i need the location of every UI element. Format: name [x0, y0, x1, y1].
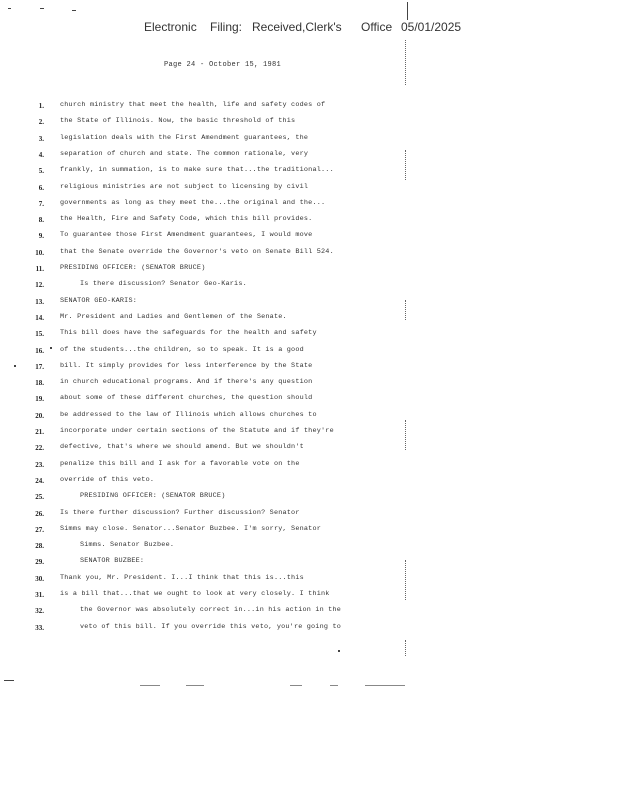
scan-dotted-line — [405, 560, 406, 600]
scan-dotted-line — [405, 150, 406, 180]
line-number: 33. — [35, 623, 44, 632]
transcript-line: the Health, Fire and Safety Code, which this bill provides. — [60, 215, 313, 224]
scan-speck — [40, 8, 44, 9]
transcript-line: SENATOR BUZBEE: — [80, 557, 145, 566]
transcript-line: incorporate under certain sections of the Statute and if they're — [60, 427, 334, 435]
line-number: 10. — [35, 248, 44, 257]
scan-speck — [330, 685, 338, 686]
transcript-line: be addressed to the law of Illinois which allows churches to — [60, 410, 317, 419]
scan-dotted-line — [405, 420, 406, 450]
transcript-line: the State of Illinois. Now, the basic threshold of this — [60, 117, 296, 126]
transcript-line: SENATOR GEO-KARIS: — [60, 296, 138, 305]
stamp-office: Office — [361, 20, 393, 34]
transcript-line: separation of church and state. The common rationale, very — [60, 149, 309, 158]
scan-speck — [4, 680, 14, 681]
scan-speck — [72, 10, 76, 11]
transcript-line: Mr. President and Ladies and Gentlemen of the Senate. — [60, 312, 287, 321]
line-number: 25. — [35, 493, 44, 502]
scan-dotted-line — [405, 640, 406, 656]
transcript-line: in church educational programs. And if there's any question — [60, 378, 313, 387]
line-number: 8. — [38, 216, 44, 225]
line-number: 24. — [35, 476, 44, 485]
transcript-line: religious ministries are not subject to licensing by civil — [60, 182, 309, 191]
line-number: 28. — [35, 542, 44, 551]
line-number: 20. — [35, 411, 44, 420]
line-number: 17. — [35, 362, 44, 371]
line-number: 22. — [35, 444, 44, 453]
scan-speck — [140, 685, 160, 686]
transcript-line: the Governor was absolutely correct in...in his action in the — [80, 606, 342, 615]
transcript-line: legislation deals with the First Amendment guarantees, the — [60, 133, 309, 142]
scan-speck — [290, 685, 302, 686]
transcript-line: Simms may close. Senator...Senator Buzbee. I'm sorry, Senator — [60, 524, 322, 533]
line-number: 6. — [38, 183, 44, 192]
line-number: 23. — [35, 460, 44, 469]
transcript-line: church ministry that meet the health, life and safety codes of — [60, 101, 326, 109]
scan-speck — [14, 365, 16, 367]
transcript-line: is a bill that...that we ought to look at very closely. I think — [60, 590, 330, 598]
scan-speck — [186, 685, 204, 686]
line-number: 14. — [35, 313, 44, 322]
line-number: 16. — [35, 346, 44, 355]
line-number: 26. — [35, 509, 44, 518]
line-number: 11. — [35, 265, 44, 273]
line-number: 3. — [38, 134, 44, 143]
line-number: 12. — [35, 281, 44, 290]
scan-dotted-line — [405, 300, 406, 320]
transcript-line: override of this veto. — [60, 475, 155, 484]
transcript-line: penalize this bill and I ask for a favorable vote on the — [60, 459, 300, 468]
line-number: 19. — [35, 395, 44, 404]
scan-speck — [8, 8, 11, 9]
transcript-line: PRESIDING OFFICER: (SENATOR BRUCE) — [80, 492, 226, 501]
stamp-received: Received,Clerk's — [252, 20, 342, 34]
transcript-line: Thank you, Mr. President. I...I think that this is...this — [60, 573, 304, 582]
line-number: 4. — [38, 150, 44, 159]
line-number: 18. — [35, 379, 44, 388]
transcript-line: defective, that's where we should amend. But we shouldn't — [60, 443, 304, 452]
page-header: Page 24 - October 15, 1981 — [164, 61, 282, 69]
transcript-line: PRESIDING OFFICER: (SENATOR BRUCE) — [60, 264, 206, 272]
line-number: 31. — [35, 591, 44, 599]
transcript-line: Is there discussion? Senator Geo-Karis. — [80, 280, 247, 289]
transcript-line: frankly, in summation, is to make sure that...the traditional... — [60, 166, 334, 175]
stamp-filing: Filing: — [210, 20, 243, 34]
scan-speck — [338, 650, 340, 652]
line-number: 29. — [35, 558, 44, 567]
stamp-electronic: Electronic — [144, 20, 197, 34]
transcript-line: governments as long as they meet the...the original and the... — [60, 198, 326, 207]
scan-dotted-line — [405, 40, 406, 85]
transcript-line: about some of these different churches, the question should — [60, 394, 313, 403]
line-number: 2. — [38, 118, 44, 127]
transcript-line: bill. It simply provides for less interference by the State — [60, 361, 313, 370]
line-number: 7. — [38, 199, 44, 208]
line-number: 30. — [35, 574, 44, 583]
transcript-line: Is there further discussion? Further discussion? Senator — [60, 508, 300, 517]
line-number: 1. — [38, 102, 44, 110]
line-number: 27. — [35, 525, 44, 534]
transcript-line: of the students...the children, so to speak. It is a good — [60, 345, 304, 354]
line-number: 9. — [38, 232, 44, 241]
transcript-line: Simms. Senator Buzbee. — [80, 541, 175, 550]
scan-speck — [50, 347, 52, 349]
transcript-line: To guarantee those First Amendment guarantees, I would move — [60, 231, 313, 240]
line-number: 15. — [35, 330, 44, 339]
transcript-line: that the Senate override the Governor's veto on Senate Bill 524. — [60, 247, 334, 256]
line-number: 5. — [38, 167, 44, 176]
transcript-line: This bill does have the safeguards for the health and safety — [60, 329, 317, 338]
line-number: 13. — [35, 297, 44, 306]
line-number: 21. — [35, 428, 44, 436]
transcript-line: veto of this bill. If you override this veto, you're going to — [80, 622, 342, 631]
scan-speck — [365, 685, 405, 686]
line-number: 32. — [35, 607, 44, 616]
filing-stamp — [0, 20, 618, 38]
stamp-date: 05/01/2025 — [401, 20, 462, 34]
scan-mark — [407, 2, 408, 20]
